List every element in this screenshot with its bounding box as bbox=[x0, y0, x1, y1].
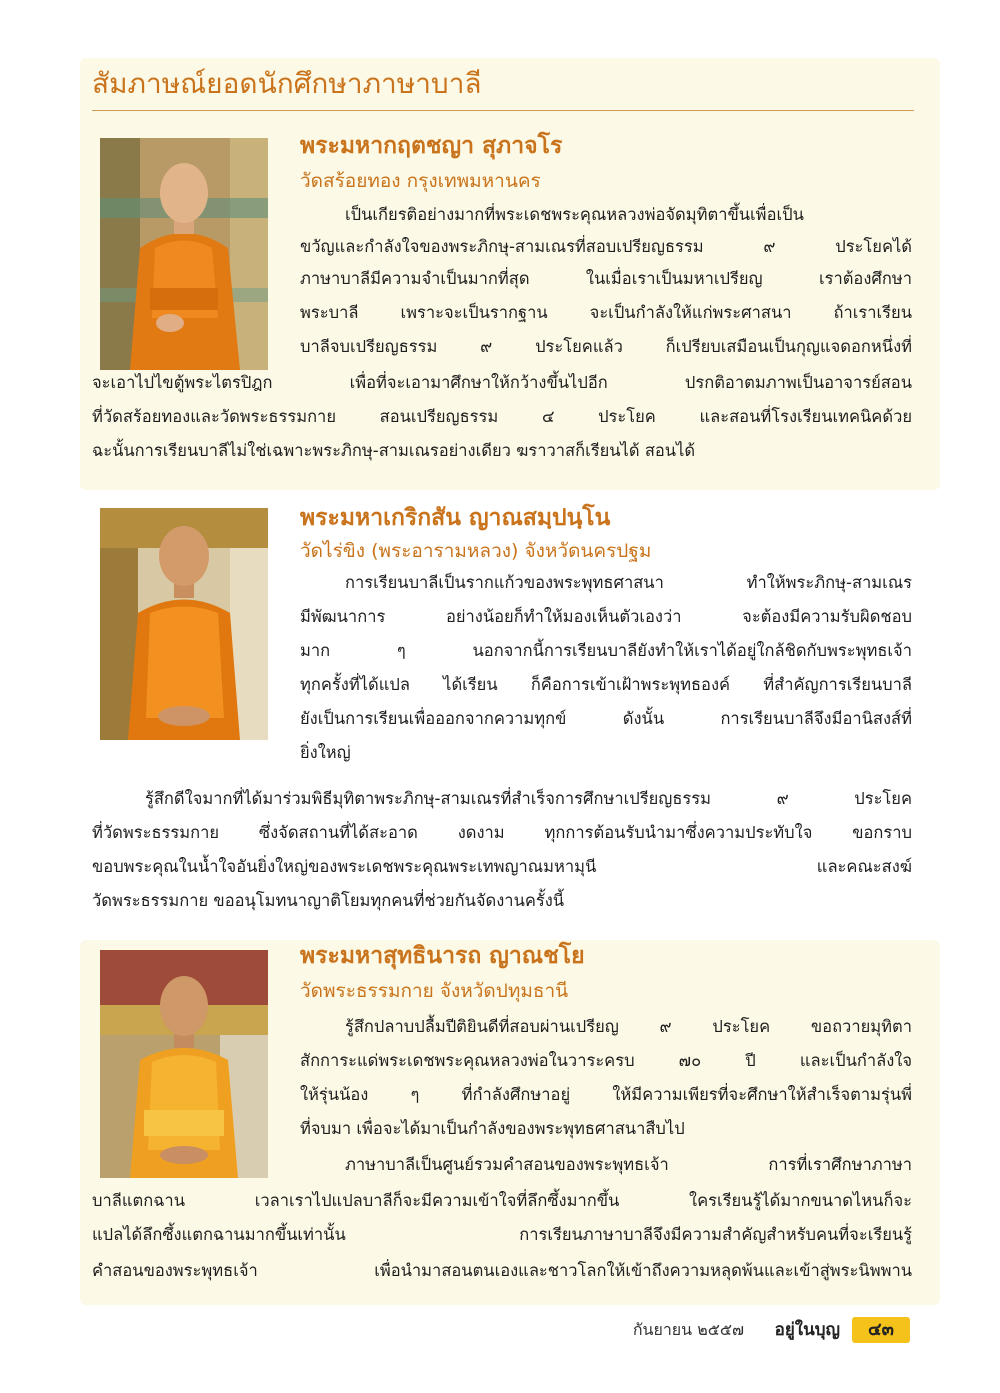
monk-photo-3 bbox=[100, 950, 268, 1178]
paragraph-line: แปลได้ลึกซึ้งแตกฉานมากขึ้นเท่านั้น การเรียนภาษาบาลีจึงมีความสำคัญสำหรับคนที่จะเรียนรู้ bbox=[92, 1225, 912, 1244]
page-footer bbox=[590, 1313, 910, 1347]
paragraph-line: สักการะแด่พระเดชพระคุณหลวงพ่อในวาระครบ ๗๐ ปี และเป็นกำลังใจ bbox=[300, 1051, 912, 1070]
page-number: ๔๓ bbox=[852, 1317, 910, 1343]
monk-temple: วัดพระธรรมกาย จังหวัดปทุมธานี bbox=[300, 980, 569, 1002]
paragraph-line: ที่วัดสร้อยทองและวัดพระธรรมกาย สอนเปรียญธรรม ๔ ประโยค และสอนที่โรงเรียนเทคนิคด้วย bbox=[92, 407, 912, 426]
paragraph-line: การเรียนบาลีเป็นรากแก้วของพระพุทธศาสนา ทำให้พระภิกษุ-สามเณร bbox=[345, 573, 912, 592]
paragraph-line: ที่จบมา เพื่อจะได้มาเป็นกำลังของพระพุทธศาสนาสืบไป bbox=[300, 1119, 685, 1138]
monk-photo-2 bbox=[100, 508, 268, 740]
paragraph-line: บาลีแตกฉาน เวลาเราไปแปลบาลีก็จะมีความเข้าใจที่ลึกซึ้งมากขึ้น ใครเรียนรู้ได้มากขนาดไหนก็จะ bbox=[92, 1191, 912, 1210]
monk-name: พระมหาเกริกสัน ญาณสมฺปนฺโน bbox=[300, 505, 611, 531]
monk-temple: วัดไร่ขิง (พระอารามหลวง) จังหวัดนครปฐม bbox=[300, 540, 652, 562]
paragraph-line: วัดพระธรรมกาย ขออนุโมทนาญาติโยมทุกคนที่ช่วยกันจัดงานครั้งนี้ bbox=[92, 891, 565, 910]
monk-portrait-icon bbox=[100, 138, 268, 370]
paragraph-line: ขอบพระคุณในน้ำใจอันยิ่งใหญ่ของพระเดชพระคุณพระเทพญาณมหามุนี และคณะสงฆ์ bbox=[92, 857, 912, 876]
paragraph-line: ยังเป็นการเรียนเพื่อออกจากความทุกข์ ดังนั้น การเรียนบาลีจึงมีอานิสงส์ที่ bbox=[300, 709, 912, 728]
paragraph-line: ฉะนั้นการเรียนบาลีไม่ใช่เฉพาะพระภิกษุ-สามเณรอย่างเดียว ฆราวาสก็เรียนได้ สอนได้ bbox=[92, 441, 696, 460]
paragraph-line: ที่วัดพระธรรมกาย ซึ่งจัดสถานที่ได้สะอาด งดงาม ทุกการต้อนรับนำมาซึ่งความประทับใจ ขอกราบ bbox=[92, 823, 912, 842]
paragraph-line: มีพัฒนาการ อย่างน้อยก็ทำให้มองเห็นตัวเองว่า จะต้องมีความรับผิดชอบ bbox=[300, 607, 912, 626]
paragraph-line: ให้รุ่นน้อง ๆ ที่กำลังศึกษาอยู่ ให้มีความเพียรที่จะศึกษาให้สำเร็จตามรุ่นพี่ bbox=[300, 1085, 912, 1104]
monk-photo-1 bbox=[100, 138, 268, 370]
paragraph-line: ทุกครั้งที่ได้แปล ได้เรียน ก็คือการเข้าเฝ้าพระพุทธองค์ ที่สำคัญการเรียนบาลี bbox=[300, 675, 912, 694]
monk-name: พระมหาสุทธินารถ ญาณชโย bbox=[300, 943, 585, 969]
paragraph-line: จะเอาไปไขตู้พระไตรปิฎก เพื่อที่จะเอามาศึกษาให้กว้างขึ้นไปอีก ปรกติอาตมภาพเป็นอาจารย์สอน bbox=[92, 373, 912, 392]
paragraph-line: ภาษาบาลีเป็นศูนย์รวมคำสอนของพระพุทธเจ้า การที่เราศึกษาภาษา bbox=[345, 1155, 912, 1174]
heading-divider bbox=[92, 110, 914, 111]
page-heading: สัมภาษณ์ยอดนักศึกษาภาษาบาลี bbox=[92, 67, 482, 100]
paragraph-line: คำสอนของพระพุทธเจ้า เพื่อนำมาสอนตนเองและชาวโลกให้เข้าถึงความหลุดพ้นและเข้าสู่พระนิพพาน bbox=[92, 1261, 912, 1280]
paragraph-line: ขวัญและกำลังใจของพระภิกษุ-สามเณรที่สอบเปรียญธรรม ๙ ประโยคได้ bbox=[300, 237, 912, 256]
paragraph-line: ยิ่งใหญ่ bbox=[300, 743, 351, 762]
issue-date: กันยายน ๒๕๕๗ bbox=[632, 1320, 744, 1339]
paragraph-line: บาลีจบเปรียญธรรม ๙ ประโยคแล้ว ก็เปรียบเสมือนเป็นกุญแจดอกหนึ่งที่ bbox=[300, 337, 912, 356]
paragraph-line: รู้สึกปลาบปลื้มปีติยินดีที่สอบผ่านเปรียญ ๙ ประโยค ขอถวายมุทิตา bbox=[345, 1017, 912, 1036]
magazine-title: อยู่ในบุญ bbox=[774, 1320, 840, 1340]
paragraph-line: พระบาลี เพราะจะเป็นรากฐาน จะเป็นกำลังให้แก่พระศาสนา ถ้าเราเรียน bbox=[300, 303, 912, 322]
monk-temple: วัดสร้อยทอง กรุงเทพมหานคร bbox=[300, 170, 541, 192]
paragraph-line: มาก ๆ นอกจากนี้การเรียนบาลียังทำให้เราได้อยู่ใกล้ชิดกับพระพุทธเจ้า bbox=[300, 641, 912, 660]
paragraph-line: เป็นเกียรติอย่างมากที่พระเดชพระคุณหลวงพ่อจัดมุทิตาขึ้นเพื่อเป็น bbox=[345, 205, 804, 224]
paragraph-line: รู้สึกดีใจมากที่ได้มาร่วมพิธีมุทิตาพระภิกษุ-สามเณรที่สำเร็จการศึกษาเปรียญธรรม ๙ ประโยค bbox=[145, 789, 912, 808]
monk-portrait-icon bbox=[100, 508, 268, 740]
monk-portrait-icon bbox=[100, 950, 268, 1178]
paragraph-line: ภาษาบาลีมีความจำเป็นมากที่สุด ในเมื่อเราเป็นมหาเปรียญ เราต้องศึกษา bbox=[300, 269, 912, 288]
monk-name: พระมหากฤตชญา สุภาจโร bbox=[300, 133, 563, 159]
